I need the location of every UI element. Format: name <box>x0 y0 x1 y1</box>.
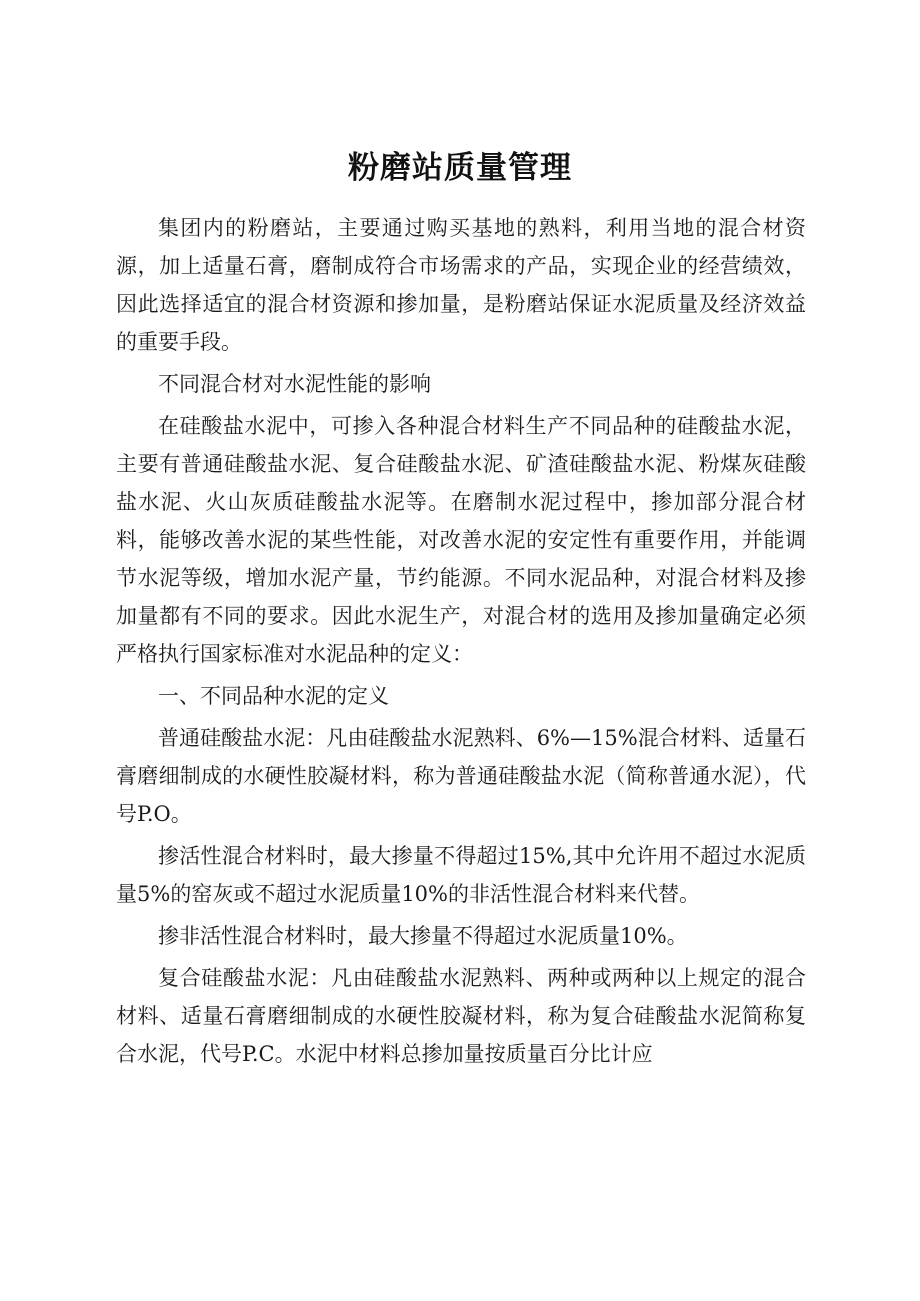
section-heading-mixed-materials: 不同混合材对水泥性能的影响 <box>158 372 431 396</box>
paragraph-portland-cement-types: 在硅酸盐水泥中，可掺入各种混合材料生产不同品种的硅酸盐水泥，主要有普通硅酸盐水泥、复合硅酸盐水泥、矿渣硅酸盐水泥、粉煤灰硅酸盐水泥、火山灰质硅酸盐水泥等。在磨制水泥过程中，掺加部分混合材料，能够改善水泥的某些性能，对改善水泥的安定性有重要作用，并能调节水泥等级，增加水泥产量，节约能源。不同水泥品种，对混合材料及掺加量都有不同的要求。因此水泥生产，对混合材的选用及掺加量确定必须严格执行国家标准对水泥品种的定义： <box>116 414 806 666</box>
paragraph-inactive-materials: 掺非活性混合材料时，最大掺量不得超过水泥质量10%。 <box>158 924 688 948</box>
paragraph-active-materials: 掺活性混合材料时，最大掺量不得超过15%,其中允许用不超过水泥质量5%的窑灰或不超过水泥质量10%的非活性混合材料来代替。 <box>116 844 806 906</box>
page-title: 粉磨站质量管理 <box>348 150 572 186</box>
document-body <box>116 209 806 1073</box>
paragraph-intro: 集团内的粉磨站，主要通过购买基地的熟料，利用当地的混合材资源，加上适量石膏，磨制成符合市场需求的产品，实现企业的经营绩效，因此选择适宜的混合材资源和掺加量，是粉磨站保证水泥质量及经济效益的重要手段。 <box>116 216 806 354</box>
paragraph-ordinary-portland-cement: 普通硅酸盐水泥：凡由硅酸盐水泥熟料、6%—15%混合材料、适量石膏磨细制成的水硬性胶凝材料，称为普通硅酸盐水泥（简称普通水泥），代号P.O。 <box>116 726 806 826</box>
section-heading-definitions: 一、不同品种水泥的定义 <box>158 684 389 708</box>
paragraph-composite-portland-cement: 复合硅酸盐水泥：凡由硅酸盐水泥熟料、两种或两种以上规定的混合材料、适量石膏磨细制成的水硬性胶凝材料，称为复合硅酸盐水泥简称复合水泥，代号P.C。水泥中材料总掺加量按质量百分比计应 <box>116 966 806 1066</box>
